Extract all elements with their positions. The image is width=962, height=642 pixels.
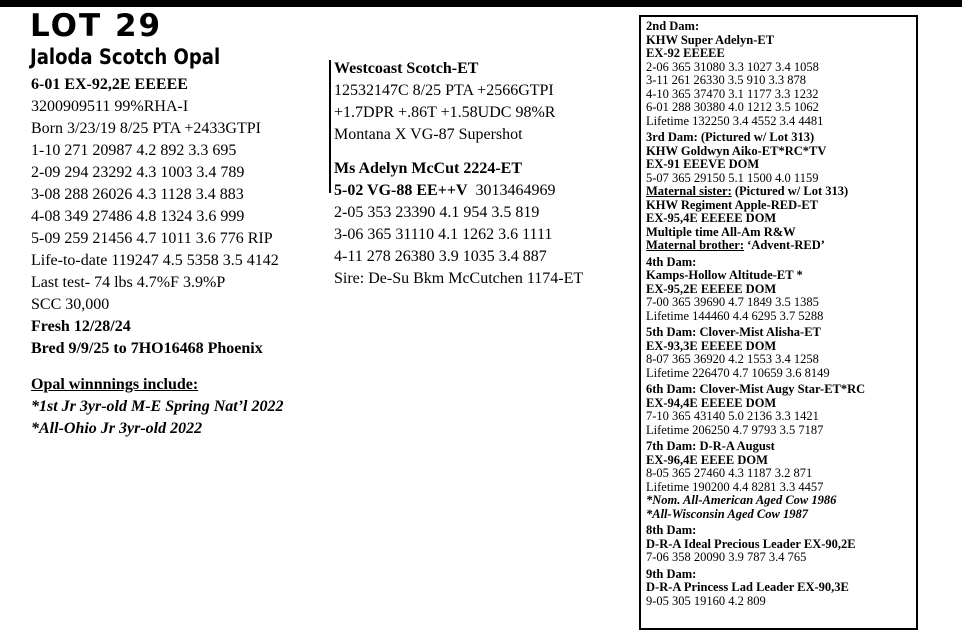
production-record: 1-10 271 20987 4.2 892 3.3 695 [31, 142, 237, 159]
sire-line: 12532147C 8/25 PTA +2566GTPI [334, 82, 554, 99]
dam7-classification: EX-96,4E EEEE DOM [646, 452, 768, 467]
lifetime-record: Life-to-date 119247 4.5 5358 3.5 4142 [31, 252, 279, 269]
lot-number: LOT 29 [30, 8, 163, 44]
cow-name: Jaloda Scotch Opal [30, 45, 221, 69]
maternal-sister-line [646, 185, 912, 199]
dam7-lifetime: Lifetime 190200 4.4 8281 3.3 4457 [646, 479, 824, 494]
maternal-sister-name: KHW Regiment Apple-RED-ET [646, 197, 818, 212]
dam9-label: 9th Dam: [646, 566, 697, 581]
maternal-sister-award: Multiple time All-Am R&W [646, 224, 796, 239]
sire-name: Westcoast Scotch-ET [334, 60, 479, 77]
winnings-heading: Opal winnnings include: [31, 376, 199, 393]
dam2-lifetime: Lifetime 132250 3.4 4552 3.4 4481 [646, 113, 824, 128]
dam9-block [646, 568, 912, 609]
dam8-name: D-R-A Ideal Precious Leader EX-90,2E [646, 536, 856, 551]
dam7-award: *Nom. All-American Aged Cow 1986 [646, 493, 837, 507]
dam5-record: 8-07 365 36920 4.2 1553 3.4 1258 [646, 352, 819, 366]
dam9-name: D-R-A Princess Lad Leader EX-90,3E [646, 580, 849, 594]
dam7-block [646, 440, 912, 521]
dam4-classification: EX-95,2E EEEEE DOM [646, 281, 777, 296]
dam6-block [646, 383, 912, 437]
dam5-block [646, 326, 912, 380]
dam-registration: 3013464969 [475, 182, 556, 199]
top-rule [0, 0, 962, 7]
dam2-record: 6-01 288 30380 4.0 1212 3.5 1062 [646, 100, 819, 114]
sire-line: +1.7DPR +.86T +1.58UDC 98%R [334, 104, 556, 121]
production-record: 4-08 349 27486 4.8 1324 3.6 999 [31, 208, 245, 225]
dam4-block [646, 256, 912, 324]
production-record: 2-09 294 23292 4.3 1003 3.4 789 [31, 164, 245, 181]
sire-dam-column [334, 58, 634, 290]
dam2-block [646, 20, 912, 128]
dam-divider [329, 174, 331, 193]
dam-classification: 5-02 VG-88 EE++V [334, 182, 468, 199]
dam-record: 3-06 365 31110 4.1 1262 3.6 1111 [334, 226, 553, 243]
dam2-classification: EX-92 EEEEE [646, 46, 725, 60]
winning-item: *All-Ohio Jr 3yr-old 2022 [31, 420, 203, 437]
dam7-record: 8-05 365 27460 4.3 1187 3.2 871 [646, 466, 813, 480]
maternal-brother-name: ‘Advent-RED’ [744, 238, 825, 252]
fresh-date: Fresh 12/28/24 [31, 318, 131, 335]
winning-item: *1st Jr 3yr-old M-E Spring Nat’l 2022 [31, 398, 284, 415]
dam6-classification: EX-94,4E EEEEE DOM [646, 395, 777, 410]
dam3-classification: EX-91 EEEVE DOM [646, 157, 760, 171]
dam3-block [646, 131, 912, 253]
dam6-lifetime: Lifetime 206250 4.7 9793 3.5 7187 [646, 422, 824, 437]
dam-name: Ms Adelyn McCut 2224-ET [334, 160, 522, 177]
dam8-record: 7-06 358 20090 3.9 787 3.4 765 [646, 550, 807, 564]
production-record: 3-08 288 26026 4.3 1128 3.4 883 [31, 186, 244, 203]
dam5-lifetime: Lifetime 226470 4.7 10659 3.6 8149 [646, 365, 830, 380]
dam5-label: 5th Dam: Clover-Mist Alisha-ET [646, 325, 821, 339]
maternal-brother-label: Maternal brother: [646, 238, 745, 252]
dam2-record: 3-11 261 26330 3.5 910 3.3 878 [646, 73, 806, 87]
cow-classification: 6-01 EX-92,2E EEEEE [31, 76, 188, 93]
production-record: 5-09 259 21456 4.7 1011 3.6 776 RIP [31, 230, 273, 247]
dam-record: 4-11 278 26380 3.9 1035 3.4 887 [334, 248, 547, 265]
dam2-record: 4-10 365 37470 3.1 1177 3.3 1232 [646, 86, 819, 101]
cow-born: Born 3/23/19 8/25 PTA +2433GTPI [31, 120, 261, 137]
maternal-brother-line [646, 239, 912, 253]
dam8-block [646, 524, 912, 565]
cow-registration: 3200909511 99%RHA-I [31, 98, 189, 115]
dam9-record: 9-05 305 19160 4.2 809 [646, 593, 766, 608]
dam4-lifetime: Lifetime 144460 4.4 6295 3.7 5288 [646, 308, 824, 323]
dam4-label: 4th Dam: [646, 254, 697, 269]
sire-line: Montana X VG-87 Supershot [334, 126, 523, 143]
dam4-name: Kamps-Hollow Altitude-ET * [646, 268, 803, 282]
dam8-label: 8th Dam: [646, 523, 697, 537]
scc: SCC 30,000 [31, 296, 110, 313]
dam2-name: KHW Super Adelyn-ET [646, 32, 775, 47]
dam2-label: 2nd Dam: [646, 19, 700, 33]
dam6-record: 7-10 365 43140 5.0 2136 3.3 1421 [646, 409, 819, 423]
dam-record: 2-05 353 23390 4.1 954 3.5 819 [334, 204, 540, 221]
dam3-record: 5-07 365 29150 5.1 1500 4.0 1159 [646, 170, 819, 185]
dam7-award: *All-Wisconsin Aged Cow 1987 [646, 506, 808, 521]
dam6-label: 6th Dam: Clover-Mist Augy Star-ET*RC [646, 382, 866, 396]
dam3-name: KHW Goldwyn Aiko-ET*RC*TV [646, 143, 827, 158]
maternal-sister-note: (Pictured w/ Lot 313) [731, 184, 849, 198]
dam7-label: 7th Dam: D-R-A August [646, 439, 775, 453]
maternal-sister-classification: EX-95,4E EEEEE DOM [646, 211, 777, 225]
pedigree-box [639, 15, 918, 630]
sire-divider [329, 60, 331, 174]
dam-class-line [334, 180, 634, 202]
dam-sire: Sire: De-Su Bkm McCutchen 1174-ET [334, 270, 584, 287]
bred-info: Bred 9/9/25 to 7HO16468 Phoenix [31, 340, 263, 357]
cow-info-column [31, 74, 331, 440]
dam3-label: 3rd Dam: (Pictured w/ Lot 313) [646, 130, 815, 144]
dam5-classification: EX-93,3E EEEEE DOM [646, 338, 777, 353]
last-test: Last test- 74 lbs 4.7%F 3.9%P [31, 274, 226, 291]
dam4-record: 7-00 365 39690 4.7 1849 3.5 1385 [646, 295, 819, 309]
dam2-record: 2-06 365 31080 3.3 1027 3.4 1058 [646, 59, 819, 74]
maternal-sister-label: Maternal sister: [646, 184, 732, 198]
